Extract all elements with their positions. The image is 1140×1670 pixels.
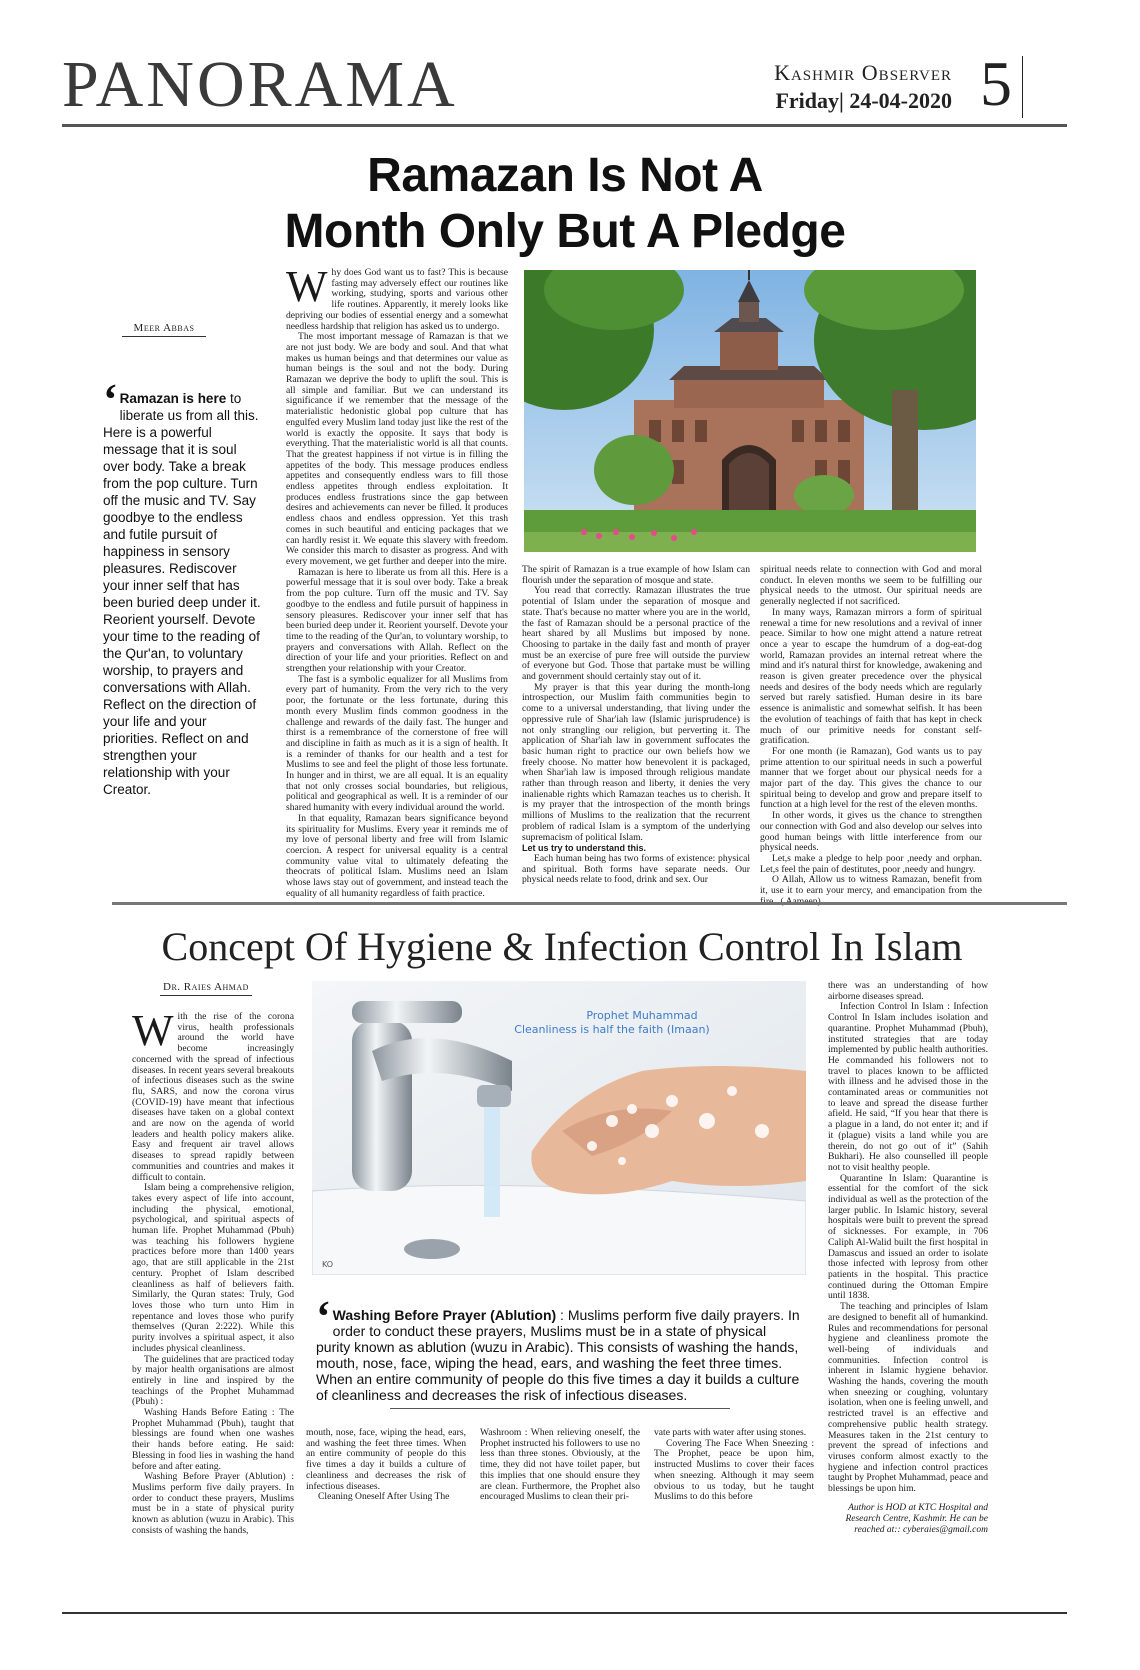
photo-tag: KO [322,1260,334,1269]
paragraph: My prayer is that this year during the month-long introspection, our Muslim faith communities begin to come to a universal understanding, that living under the oppressive rule of Shar'iah law (Islamic jurisprudence) is not only strangling our religion, but perverting it. The application of Shar'iah law in government suffocates the basic human right to practice our own beliefs how we freely choose. No matter how benevolent it is packaged, when Shar'iah law is imposed through religious mandate rather than through reason and liberty, it denies the very inalienable rights which Ramazan teaches us to cherish. It is my prayer that the introspection of the month brings millions of Muslims to the realization that the recurrent problem of radical Islam is a symptom of the underlying supremacism of political Islam. [522,681,750,843]
masthead-rule [62,124,1067,127]
pullquote-rule [390,1408,730,1409]
pullquote-lead: Washing Before Prayer (Ablution) [332,1307,557,1323]
quote-mark-icon: ‘ [103,375,118,424]
article2-column-2 [306,1428,466,1503]
section-title: PANORAMA [62,48,458,121]
article1-column-2 [522,565,750,886]
mosque-illustration [524,270,976,552]
article1-pullquote [103,375,263,798]
dropcap: W [132,1006,174,1055]
article1-byline: Meer Abbas [122,322,206,337]
handwashing-illustration [312,981,806,1275]
mosque-photo [524,270,976,552]
masthead-divider [1022,56,1023,118]
issue-date: Friday| 24-04-2020 [775,88,952,113]
pullquote-text: : Muslims perform five daily prayers. In order to conduct these prayers, Muslims must be in a state of physical purity known as ablution (wuzu in Arabic). This consists of washing the hands, mouth, nose, face, wiping the head, ears, and washing the feet three times. When an entire community of people do this five times a day it builds a culture of cleanliness and decreases the risk of infectious diseases. [316,1307,800,1403]
paragraph: For one month (ie Ramazan), God wants us to pay prime attention to our spiritual needs in such a powerful manner that we forget about our physical needs for a major part of the day. This gives the chance to our spiritual being to develop and grow and prepare itself to function at a high level for the rest of the eleven months. [760,745,982,811]
paragraph: In many ways, Ramazan mirrors a form of spiritual renewal a time for new resolutions and a revival of inner peace. Similar to how one might attend a nature retreat once a year to escape the humdrum of a dog-eat-dog world, Ramazan provides an internal retreat where the mind and it's natural thirst for knowledge, awakening and reason is given greater precedence over the physical needs and desires of the body needs which are regularly served but rarely satisfied. Human desire in its bare essence is animalistic and somewhat selfish. It has been the evolution of teachings of faith that has kept in check much of our primitive needs for constant self-gratification. [760,606,982,747]
photo-caption-line: Prophet Muhammad [586,1009,698,1022]
paragraph: Quarantine In Islam: Quarantine is essential for the comfort of the sick individual as well as the protection of the larger public. In Islamic history, several hospitals were built to prevent the spread of sicknesses. For example, in 706 Caliph Al-Walid built the first hospital in Damascus and issued an order to isolate those infected with leprosy from other patients in the hospital. This practice continued during the Ottoman Empire until 1838. [828,1172,988,1302]
paragraph: In other words, it gives us the chance to strengthen our connection with God and also develop our selves into good human beings with little interference from our physical needs. [760,810,982,854]
article1-column-3 [760,565,982,908]
page-number: 5 [980,48,1012,119]
headline-line: Month Only But A Pledge [284,205,846,258]
paragraph: The teaching and principles of Islam are designed to benefit all of humankind. Rules and recommendations for personal hygiene and cleanliness promote the well-being of individuals and communities. Infection control is inherent in Islamic hygiene behavior. Washing the hands, covering the mouth when sneezing or coughing, voluntary isolation, when one is feeling unwell, and restricted travel is an effective and comprehensive public health strategy. Measures taken in the 21st century to prevent the spread of infections and viruses conform almost exactly to the hygiene and infection control practices taught by Prophet Muhammad, peace and blessings be upon him. [828,1301,988,1495]
paragraph-text: ith the rise of the corona virus, health professionals around the world have become increasingly concerned with the spread of infectious diseases. In recent years several breakouts of infectious diseases such as the swine flu, SARS, and now the corona virus (COVID-19) have meant that infectious diseases have taken on a global context and are now on the agenda of world leaders and health policy makers alike. Easy and frequent air travel allows diseases to spread rapidly between communities and countries and makes it difficult to contain. [132,1011,294,1183]
paragraph: spiritual needs relate to connection with God and moral conduct. In eleven months we seem to be fulfilling our physical needs to the utmost. Our spiritual needs are generally neglected if not sacrificed. [760,564,982,608]
paragraph: Each human being has two forms of existence: physical and spiritual. Both forms have separate needs. Our physical needs relate to food, drink and sex. Our [522,852,750,886]
paragraph: Ramazan is here to liberate us from all this. Here is a powerful message that it is soul over body. Take a break from the pop culture. Turn off the music and TV. Say goodbye to the endless and futile pursuit of happiness in sensory pleasures. Rediscover your inner self that has been buried deep under it. Reorient yourself. Devote your time to the reading of the Qur'an, to voluntary worship, to prayers and conversations with Allah. Reflect on the direction of your life and your priorities. Reflect on and strengthen your relationship with your Creator. [286,566,508,675]
paragraph-text: hy does God want us to fast? This is because fasting may adversely effect our routines like working, studying, sports and various other life routines. Apparently, it merely looks like depriving our bodies of essential energy and a somewhat needless hardship that religion has asked us to undergo. [286,267,508,332]
paragraph: Washing Hands Before Eating : The Prophet Muhammad (Pbuh), taught that blessings are found when one washes their hands before eating. He said: Blessing in food lies in washing the hand before and after eating. [132,1407,294,1472]
article2-column-5 [828,981,988,1536]
paper-name: Kashmir Observer [774,60,952,85]
quote-mark-icon: ‘ [316,1292,331,1341]
paragraph: O Allah, Allow us to witness Ramazan, benefit from it, use it to earn your mercy, and emancipation from the [760,874,982,897]
article2-column-4 [654,1428,814,1503]
paragraph: The most important message of Ramazan is that we are not just body. We are body and soul. And that what makes us human beings and that determines our value as human beings is the soul and not the body. During Ramazan we deprive the body to uplift the soul. This is all simple and familiar. But we can understand its significance if we remember that the message of the materialistic hedonistic global pop culture that has engulfed every Muslim land today just like the rest of the world is exactly the opposite. It says that body is everything. That the materialistic world is all that counts. That the greatest happiness if not virtue is in filling the appetites of the body. This message produces endless appetites and consequently endless wars to fill those endless appetites through endless exploitation. It produces endless frustrations since the gap between desires and achievements can never be filled. It produces endless chaos and endless oppression. Yet this trash comes in such beautiful and enticing packages that we can hardly resist it. We equate this slavery with freedom. We consider this march to disaster as progress. And with every movement, we get further and deeper into the mire. [286,331,508,567]
paragraph: The fast is a symbolic equalizer for all Muslims from every part of humanity. From the very rich to the very poor, the fortunate or the less fortunate, during this month every Muslim finds common goodness in the challenge and rewards of the daily fast. The hunger and thirst is a remembrance of the cornerstone of free will and discipline in faith as much as it is a sign of health. It is a reminder of thanks for our health and a test for Muslims to see and feel the plight of those less fortunate. In hunger and in thirst, we are all equal. It is an equality that not only crosses social boundaries, but religious, political and geographical as well. It is a reminder of our shared humanity with every individual around the world. [286,673,508,814]
paragraph: mouth, nose, face, wiping the head, ears, and washing the feet three times. When an entire community of people do this five times a day it builds a culture of cleanliness and decreases the risk of infectious diseases. [306,1427,466,1492]
paragraph: Islam being a comprehensive religion, takes every aspect of life into account, including the physical, emotional, psychological, and spiritual aspects of human life. Prophet Muhammad (Pbuh) was teaching his followers hygiene practices before more than 1400 years ago, that are still applicable in the 21st century. Prophet of Islam described cleanliness as half of believers faith. Similarly, the Quran states: Truly, God loves those who turn unto Him in repentance and loves those who purify themselves (Quran 2:222). While this purity involves a spiritual aspect, it also includes physical cleanliness. [132,1182,294,1354]
paragraph: Infection Control In Islam : Infection Control In Islam includes isolation and quarantine. Prophet Muhammad (Pbuh), instituted strategies that are today implemented by public health authorities. He commanded his followers not to travel to places known to be afflicted with illness and he advised those in the contaminated areas or communities not to leave and spread the disease further afield. He said, “If you hear that there is a plague in a land, do not enter it; and if it (plague) visits a land while you are therein, do not go out of it” (Sahih Bukhari). He also counselled ill people not to visit healthy people. [828,1001,988,1173]
paragraph [132,1006,294,1183]
pullquote-text: to liberate us from all this. Here is a powerful message that it is soul over body. Take a break from the pop culture. Turn off the music and TV. Say goodbye to the endless and futile pursuit of happiness in sensory pleasures. Rediscover your inner self that has been buried deep under it. Reorient yourself. Devote your time to the reading of the Qur'an, to voluntary worship, to prayers and conversations with Allah. Reflect on the direction of your life and your priorities. Reflect on and strengthen your relationship with your Creator. [103,391,261,797]
handwashing-photo [312,981,806,1275]
article1-column-1 [286,262,508,899]
headline-line: Ramazan Is Not A [367,149,763,202]
article2-column-1 [132,1006,294,1536]
section-divider [112,902,1067,905]
paragraph: Let,s make a pledge to help poor ,needy and orphan. Let,s feel the pain of destitutes, poor ,needy and hungry. [760,852,982,875]
paragraph: vate parts with water after using stones. [654,1427,807,1438]
article2-headline: Concept Of Hygiene & Infection Control In Islam [161,924,963,969]
subhead: Let us try to understand this. [522,843,647,854]
author-credit: Author is HOD at KTC Hospital and Research Centre, Kashmir. He can be reached at:: cyberaies@gmail.com [845,1502,988,1535]
article2-column-3 [480,1428,640,1503]
paragraph: The spirit of Ramazan is a true example of how Islam can flourish under the separation of mosque and state. [522,564,750,586]
article2-byline: Dr. Raies Ahmad [160,981,252,996]
paragraph: The guidelines that are practiced today by major health organisations are almost entirely in line and inspired by the teachings of the Prophet Muhammad (Pbuh) : [132,1353,294,1408]
paragraph: You read that correctly. Ramazan illustrates the true potential of Islam under the separation of mosque and state. That's because no matter where you are in the world, the fast of Ramazan should be a personal practice of the heart shared by all Muslims but imposed by none. Choosing to partake in the daily fast and month of prayer must be an exercise of pure free will outside the purview of everyone but God. Those that partake must be willing and government should certainly stay out of it. [522,585,750,683]
pullquote-lead: Ramazan is here [119,391,227,406]
paragraph: Washroom : When relieving oneself, the Prophet instructed his followers to use no less than three stones. Obviously, at the time, they did not have toilet paper, but this implies that one should ensure they are clean. Furthermore, the Prophet also encouraged Muslims to clean their pri- [480,1427,640,1503]
paragraph: there was an understanding of how airborne diseases spread. [828,980,988,1002]
footer-rule [62,1612,1067,1614]
paragraph: Cleaning Oneself After Using The [318,1491,450,1503]
paragraph: In that equality, Ramazan bears significance beyond its spirituality for Muslims. Every year it reminds me of my love of personal liberty and free will from Islamic coercion. A respect for universal equality is a central community value vital to ultimately defeating the theocrats of political Islam. Muslims need an Islam whose laws stay out of government, and instead teach the equality of all humanity regardless of faith practice. [286,812,508,899]
photo-caption-line: Cleanliness is half the faith (Imaan) [514,1023,710,1036]
paragraph: Covering The Face When Sneezing : The Prophet, peace be upon him, instructed Muslims to cover their faces when sneezing. Although it may seem obvious to us today, but he taught Muslims to do this before [654,1437,814,1503]
paragraph: Washing Before Prayer (Ablution) : Muslims perform five daily prayers. In order to conduct these prayers, Muslims must be in a state of physical purity known as ablution (wuzu in Arabic). This consists of washing the hands, [132,1471,294,1536]
article1-headline [200,148,930,260]
article2-pullquote [316,1292,802,1403]
dropcap: W [286,262,328,311]
paragraph [286,262,508,332]
